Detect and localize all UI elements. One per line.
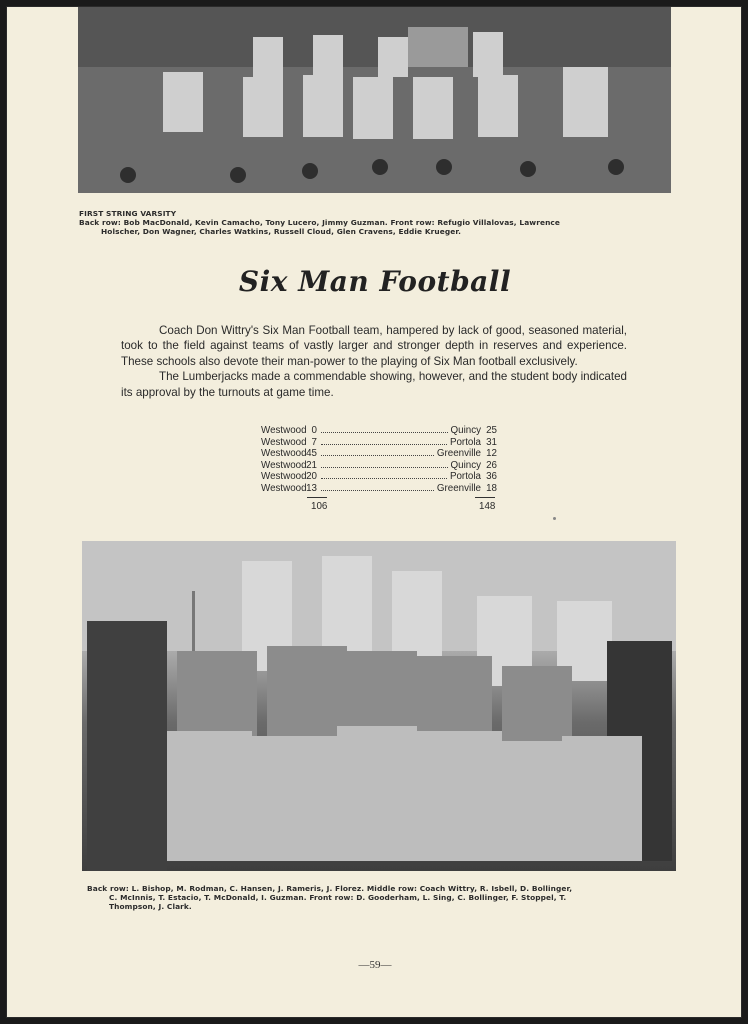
home-total-rule: [307, 497, 327, 498]
home-team: Westwood: [261, 436, 307, 448]
opponent-team: Greenville: [436, 482, 481, 494]
varsity-caption-title: FIRST STRING VARSITY: [79, 209, 177, 218]
home-team: Westwood: [261, 482, 307, 494]
home-score: 21: [306, 459, 317, 471]
opponent-total-rule: [475, 497, 495, 498]
print-speck: [553, 517, 556, 520]
yearbook-page: [6, 6, 742, 1018]
opponent-total: 148: [479, 500, 496, 512]
score-row: [261, 437, 497, 449]
article-body: [121, 323, 627, 400]
home-team: Westwood: [261, 471, 307, 483]
home-score: 20: [306, 471, 317, 483]
opponent-score: 12: [486, 448, 497, 460]
opponent-score: 36: [486, 471, 497, 483]
squad-caption-line3: Thompson, J. Clark.: [109, 902, 192, 911]
home-score: 7: [311, 436, 317, 448]
leader-dots: [321, 432, 448, 433]
season-scores-table: [261, 425, 497, 513]
leader-dots: [321, 467, 448, 468]
opponent-team: Portola: [449, 436, 481, 448]
home-team: Westwood: [261, 448, 307, 460]
squad-photo-figures: [82, 541, 676, 871]
opponent-team: Greenville: [436, 448, 481, 460]
opponent-team: Quincy: [450, 425, 481, 436]
score-row: [261, 471, 497, 483]
home-score: 0: [311, 425, 317, 436]
score-row: [261, 448, 497, 460]
squad-photo-caption: [87, 884, 662, 911]
home-score: 45: [306, 448, 317, 460]
opponent-score: 25: [486, 425, 497, 436]
home-score: 13: [306, 482, 317, 494]
leader-dots: [321, 478, 447, 479]
article-paragraph-1: Coach Don Wittry's Six Man Football team, hampered by lack of good, seasoned material, took to the field against teams of vastly larger and stronger depth in reserves and experience. These schools also devote their man-power to the playing of Six Man football exclusively.: [121, 324, 627, 368]
home-team: Westwood: [261, 459, 307, 471]
leader-dots: [321, 455, 434, 456]
article-paragraph-2: The Lumberjacks made a commendable showing, however, and the student body indicated its approval by the turnouts at game time.: [121, 370, 627, 399]
opponent-team: Portola: [449, 471, 481, 483]
page-number: —59—: [358, 959, 392, 971]
opponent-score: 26: [486, 459, 497, 471]
leader-dots: [321, 490, 434, 491]
varsity-photo-figures: [78, 7, 671, 193]
score-row: [261, 483, 497, 495]
varsity-team-photo: [78, 7, 671, 193]
opponent-score: 31: [486, 436, 497, 448]
opponent-team: Quincy: [450, 459, 481, 471]
varsity-photo-caption: [79, 209, 654, 236]
leader-dots: [321, 444, 447, 445]
score-row: [261, 460, 497, 472]
squad-team-photo: [82, 541, 676, 871]
varsity-caption-line1: Back row: Bob MacDonald, Kevin Camacho, Tony Lucero, Jimmy Guzman. Front row: Refugio Villalovas, Lawrence: [79, 218, 561, 227]
score-totals: [261, 497, 497, 513]
squad-caption-line2: C. McInnis, T. Estacio, T. McDonald, I. Guzman. Front row: D. Gooderham, L. Sing, C. Bollinger, F. Stoppel, T.: [109, 893, 567, 902]
page-title: Six Man Football: [238, 265, 512, 298]
varsity-caption-line2: Holscher, Don Wagner, Charles Watkins, Russell Cloud, Glen Cravens, Eddie Krueger.: [101, 227, 461, 236]
opponent-score: 18: [486, 482, 497, 494]
squad-caption-line1: Back row: L. Bishop, M. Rodman, C. Hansen, J. Rameris, J. Florez. Middle row: Coach Wittry, R. Isbell, D. Bollinger,: [87, 884, 573, 893]
home-team: Westwood: [261, 425, 307, 436]
score-row: [261, 425, 497, 437]
home-total: 106: [311, 500, 328, 512]
